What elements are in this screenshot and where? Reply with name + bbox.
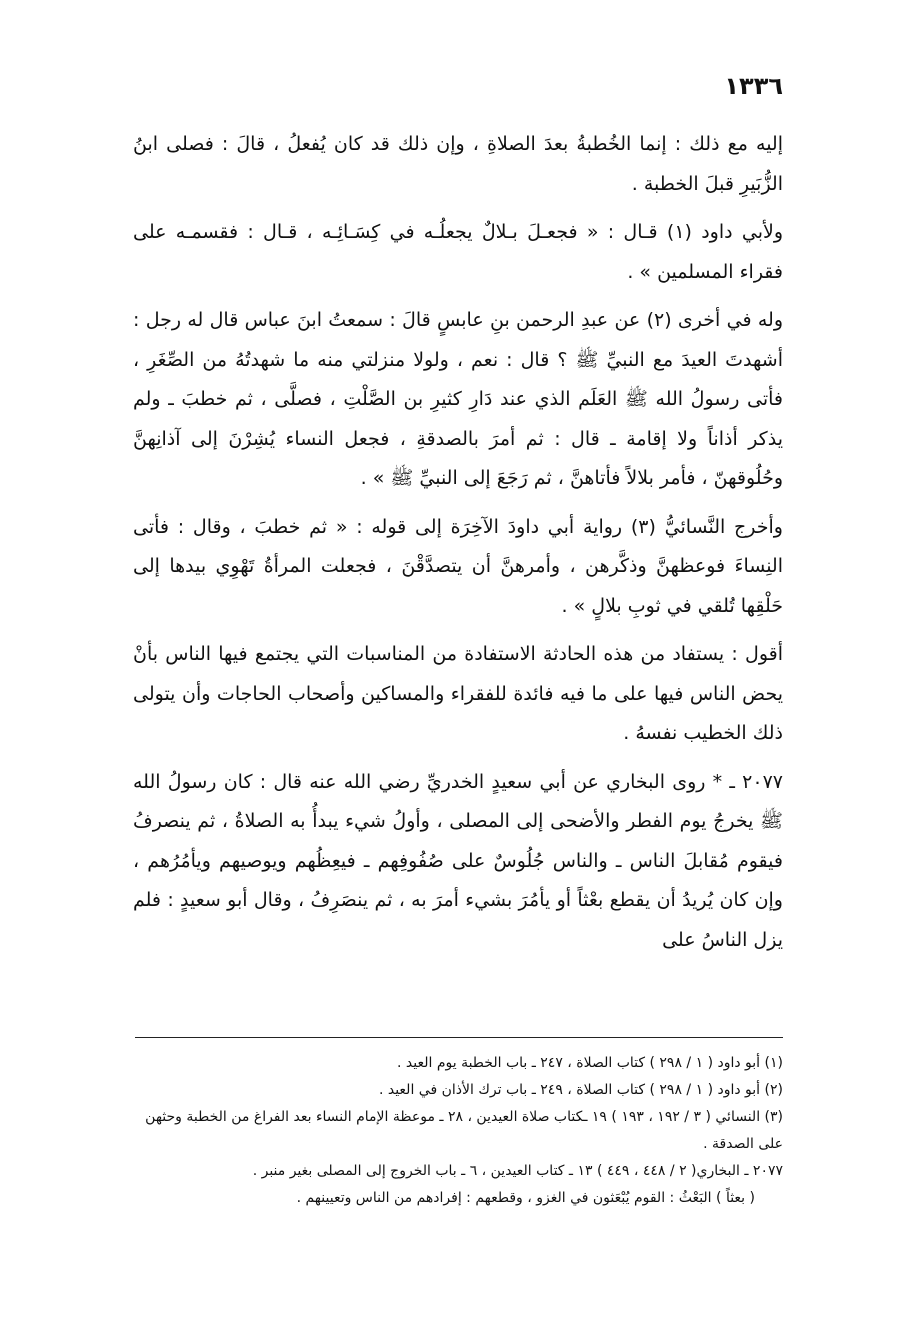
main-text [133,125,783,969]
footnote-divider [135,1037,783,1038]
paragraph-6-hadith-2077: ٢٠٧٧ ـ * روى البخاري عن أبي سعيدٍ الخدريِّ رضي الله عنه قال : كان رسولُ الله ﷺ يخرجُ يوم الفطر والأضحى إلى المصلى ، وأولُ شيء يبدأُ به الصلاةُ ، ثم ينصرفُ فيقوم مُقابلَ الناس ـ والناس جُلُوسٌ على صُفُوفِهم ـ فيعِظُهم ويوصيهم ويأمُرُهم ، وإن كان يُريدُ أن يقطع بعْثاً أو يأمُرَ بشيء أمرَ به ، ثم ينصَرِفُ ، وقال أبو سعيدٍ : فلم يزل الناسُ على [133,770,783,951]
footnote-2: (٢) أبو داود ( ١ / ٢٩٨ ) كتاب الصلاة ، ٢٤٩ ـ باب ترك الأذان في العيد . [378,1082,783,1098]
footnote-2077-source: ٢٠٧٧ ـ البخاري( ٢ / ٤٤٨ ، ٤٤٩ ) ١٣ ـ كتاب العيدين ، ٦ ـ باب الخروج إلى المصلى بغير منبر . [252,1163,783,1179]
footnote-3: (٣) النسائي ( ٣ / ١٩٢ ، ١٩٣ ) ١٩ ـكتاب صلاة العيدين ، ٢٨ ـ موعظة الإمام النساء بعد الفراغ من الخطبة وحثهن على الصدقة . [145,1109,783,1152]
paragraph-3: وله في أخرى (٢) عن عبدِ الرحمن بنِ عابسٍ قالَ : سمعتُ ابنَ عباس قال له رجل : أشهدتَ العيدَ مع النبيِّ ﷺ ؟ قال : نعم ، ولولا منزلتي منه ما شهدتُهُ من الصِّغَرِ ، فأتى رسولُ الله ﷺ العَلَم الذي عند دَارِ كثيرِ بن الصَّلْتِ ، فصلَّى ، ثم خطبَ ـ ولم يذكر أذاناً ولا إقامة ـ قال : ثم أمرَ بالصدقةِ ، فجعل النساء يُشِرْنَ إلى آذانِهنَّ وحُلُوقهنّ ، فأمر بلالاً فأتاهنَّ ، ثم رَجَعَ إلى النبيِّ ﷺ » . [133,309,783,489]
footnotes [133,1050,783,1212]
paragraph-2: ولأبي داود (١) قـال : « فجعـلَ بـلالٌ يجعلُـه في كِسَـائِـه ، قـال : فقسمـه على فقراء المسلمين » . [133,221,783,283]
paragraph-5: أقول : يستفاد من هذه الحادثة الاستفادة من المناسبات التي يجتمع فيها الناس بأنْ يحض الناس فيها على ما فيه فائدة للفقراء والمساكين وأصحاب الحاجات وأن يتولى ذلك الخطيب نفسهُ . [133,643,783,744]
paragraph-1: إليه مع ذلك : إنما الخُطبةُ بعدَ الصلاةِ ، وإن ذلك قد كان يُفعلُ ، قالَ : فصلى ابنُ الزُّبَيرِ قبلَ الخطبة . [133,133,783,195]
footnote-vocabulary: ( بعثاً ) البَعْثُ : القوم يُبْعَثون في الغزو ، وقطعهم : إفرادهم من الناس وتعيينهم . [296,1190,755,1206]
page-number: ١٣٣٦ [724,72,783,100]
footnote-1: (١) أبو داود ( ١ / ٢٩٨ ) كتاب الصلاة ، ٢٤٧ ـ باب الخطبة يوم العيد . [397,1055,783,1071]
paragraph-4: وأخرج النَّسائيُّ (٣) رواية أبي داودَ الآخِرَة إلى قوله : « ثم خطبَ ، وقال : فأتى النِساءَ فوعظهنَّ وذكَّرهن ، وأمرهنَّ أن يتصدَّقْنَ ، فجعلت المرأةُ تَهْوِي بيدها إلى حَلْقِها تُلقي في ثوبِ بلالٍ » . [133,515,783,617]
